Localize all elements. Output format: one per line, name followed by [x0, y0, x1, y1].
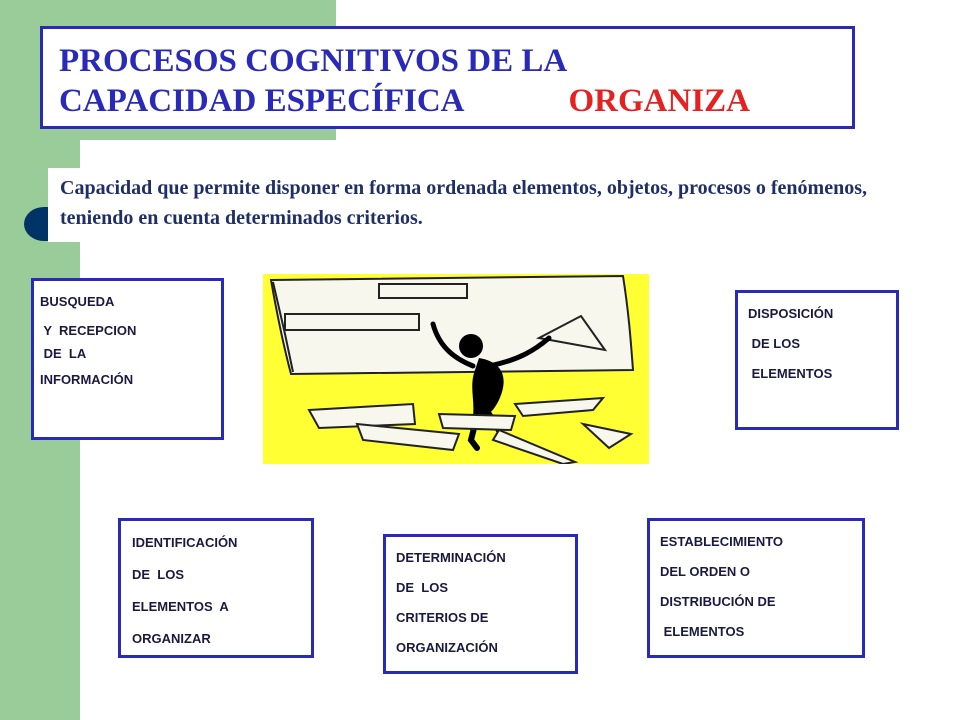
- box-establecimiento-line-3: DISTRIBUCIÓN DE: [660, 594, 776, 609]
- box-disposicion: [735, 290, 899, 430]
- rectangle-card-top: [379, 284, 467, 298]
- box-determinacion-line-2: DE LOS: [396, 580, 449, 595]
- box-determinacion-line-3: CRITERIOS DE: [396, 610, 489, 625]
- definition-text: Capacidad que permite disponer en forma ordenada elementos, objetos, procesos o fenómenos, teniendo en cuenta determinados criterios.: [48, 168, 908, 242]
- rectangle-card-left: [285, 314, 419, 330]
- person-head-shape: [459, 334, 483, 358]
- box-identificacion-line-3: ELEMENTOS A: [132, 599, 229, 614]
- box-busqueda-line-1: BUSQUEDA: [40, 294, 115, 309]
- box-establecimiento-line-4: ELEMENTOS: [660, 624, 745, 639]
- box-determinacion-line-1: DETERMINACIÓN: [396, 550, 506, 565]
- title-line-2-text: CAPACIDAD ESPECÍFICA: [59, 83, 465, 119]
- title-highlight: ORGANIZA: [568, 83, 751, 119]
- person-organizing-shapes-illustration-icon: [263, 274, 649, 464]
- box-identificacion: [118, 518, 314, 658]
- box-establecimiento: [647, 518, 865, 658]
- box-disposicion-line-3: ELEMENTOS: [748, 366, 833, 381]
- box-busqueda: [31, 278, 224, 440]
- box-identificacion-line-2: DE LOS: [132, 567, 185, 582]
- box-identificacion-line-4: ORGANIZAR: [132, 631, 211, 646]
- box-establecimiento-line-1: ESTABLECIMIENTO: [660, 534, 784, 549]
- box-busqueda-line-4: INFORMACIÓN: [40, 372, 134, 387]
- box-determinacion: [383, 534, 578, 674]
- box-determinacion-line-4: ORGANIZACIÓN: [396, 640, 498, 655]
- box-disposicion-line-2: DE LOS: [748, 336, 801, 351]
- box-disposicion-line-1: DISPOSICIÓN: [748, 306, 834, 321]
- box-identificacion-line-1: IDENTIFICACIÓN: [132, 535, 238, 550]
- floor-piece-center: [439, 414, 515, 430]
- box-busqueda-line-2: Y RECEPCION: [40, 323, 137, 338]
- box-establecimiento-line-2: DEL ORDEN O: [660, 564, 751, 579]
- title-line-2: [59, 81, 852, 121]
- title-box: [40, 26, 855, 129]
- box-busqueda-line-3: DE LA: [40, 346, 87, 361]
- title-line-1: PROCESOS COGNITIVOS DE LA: [59, 43, 568, 79]
